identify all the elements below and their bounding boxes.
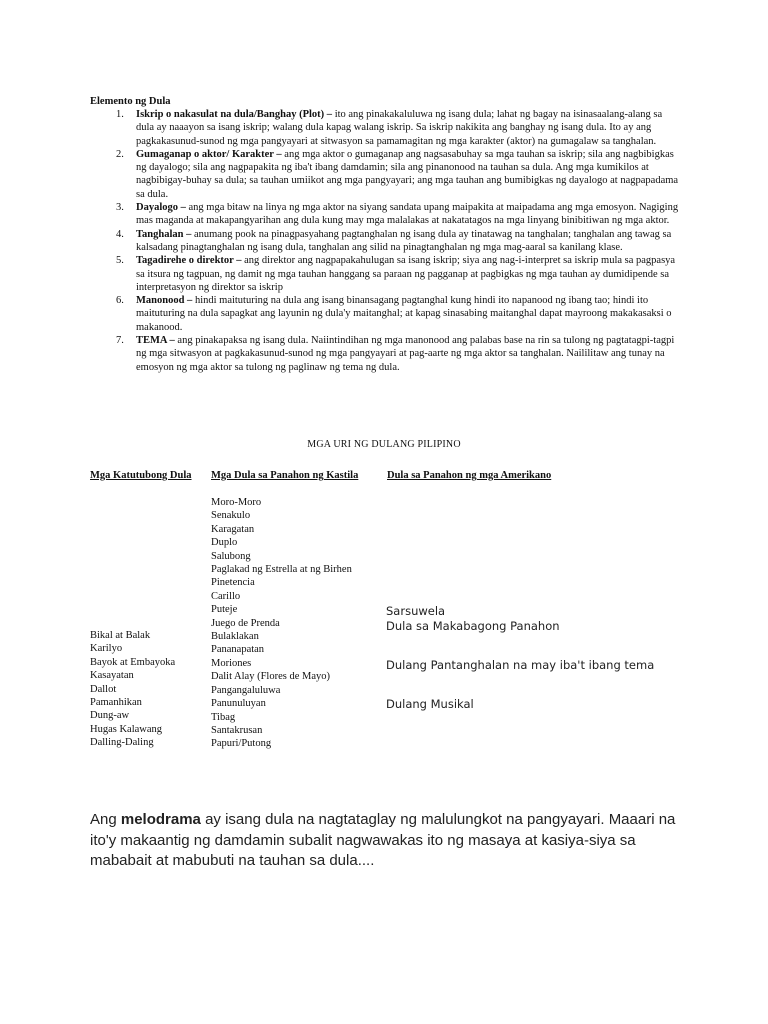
item-term: Tanghalan – <box>136 228 192 240</box>
list-item: Karagatan <box>211 523 255 535</box>
list-item: Pangangaluluwa <box>211 684 281 696</box>
item-text: ito ang pinakakaluluwa ng isang dula; lahat ng bagay na isinasaalang-alang sa dula ay naaayon sa isang iskrip; walang dula kapag walang iskrip. Sa iskrip nakikita ang banghay ng isang dula. Ito ay ang pagkakasunud-sunod ng mga pangyayari at sitwasyon sa pamamagitan ng mga karakter (aktor) na gumagalaw sa tanghalan. <box>136 109 663 147</box>
item-number: 3. <box>116 202 124 214</box>
item-term: Dayalogo – <box>136 202 186 214</box>
list-item: Carillo <box>211 590 241 602</box>
list-item: Salubong <box>211 550 251 562</box>
types-section-title: MGA URI NG DULANG PILIPINO <box>307 439 461 450</box>
item-text: hindi maituturing na dula ang isang binansagang pagtanghal kung hindi ito napanood ng ibang tao; hindi ito maituturing na dula sapagkat ang layunin ng dula'y maitanghal; at kapag sinasabing maitanghal dapat mayroong makakasaksi o makanood. <box>136 295 672 333</box>
list-item: Senakulo <box>211 510 251 522</box>
column-header-panahon-kastila: Mga Dula sa Panahon ng Kastila <box>211 470 359 481</box>
list-item: Pinetencia <box>211 577 255 589</box>
element-item <box>110 334 680 374</box>
list-item: Bikal at Balak <box>90 630 151 641</box>
list-item: Bulaklakan <box>211 631 259 643</box>
list-item: Dulang Musikal <box>386 697 474 711</box>
list-item: Moro-Moro <box>211 497 262 508</box>
list-item: Hugas Kalawang <box>90 723 163 735</box>
item-term: Gumaganap o aktor/ Karakter – <box>136 148 282 160</box>
item-term: Manonood – <box>136 295 193 307</box>
element-item <box>110 254 680 294</box>
panahon-kastila-list <box>211 496 352 751</box>
list-item: Dula sa Makabagong Panahon <box>386 619 560 633</box>
list-item: Pamanhikan <box>90 697 142 709</box>
list-item: Juego de Prenda <box>211 617 280 629</box>
elements-list <box>110 108 680 374</box>
element-item <box>110 108 680 148</box>
item-text: ang direktor ang nagpapakahulugan sa isang iskrip; siya ang nag-i-interpret sa iskrip mula sa pagpasya sa itsura ng tagpuan, ng damit ng mga tauhan hanggang sa paraan ng pagganap at pagbigkas ng mga tauhan ay dumidipende sa interpretasyon ng direktor sa iskrip <box>136 255 676 293</box>
item-text: anumang pook na pinagpasyahang pagtanghalan ng isang dula ay tinatawag na tanghalan; tanghalan ang tawag sa kalsadang pinagtanghalan ng isang dula, tanghalan ang silid na pinagtanghalan ng mga mag-aaral sa kanilang klase. <box>136 228 672 253</box>
item-text: ang mga aktor o gumaganap ang nagsasabuhay sa mga tauhan sa iskrip; sila ang nagbibigkas ng dayalogo; sila ang nagpapakita ng iba't ibang damdamin; sila ang pinanonood na tauhan sa dula. Ang mga kumikilos at nagbibigay-buhay sa dula; sa tauhan umiikot ang mga pangyayari; ang mga tauhan ang bumibigkas ng dayalogo at nagpapadama sa dula. <box>136 148 679 200</box>
column-header-panahon-amerikano: Dula sa Panahon ng mga Amerikano <box>387 470 552 481</box>
melodrama-text: ay isang dula na nagtataglay ng malulungkot na pangyayari. Maaari na ito'y makaantig ng damdamin subalit nagwawakas ito ng masaya at kasiya-siya sa mababait at mabubuti na tauhan sa dula.... <box>90 811 676 869</box>
list-item: Bayok at Embayoka <box>90 656 176 668</box>
list-item: Pananapatan <box>211 644 265 656</box>
item-number: 4. <box>116 228 124 240</box>
item-term: TEMA – <box>136 335 175 347</box>
column-header-katutubong-dula: Mga Katutubong Dula <box>90 470 192 481</box>
item-term: Tagadirehe o direktor – <box>136 255 242 267</box>
list-item: Sarsuwela <box>386 604 446 618</box>
element-item <box>110 294 680 334</box>
item-number: 7. <box>116 335 124 347</box>
item-term: Iskrip o nakasulat na dula/Banghay (Plot) – <box>136 109 333 120</box>
melodrama-prefix: Ang <box>90 811 121 828</box>
list-item: Duplo <box>211 537 238 549</box>
list-item: Karilyo <box>90 643 123 655</box>
katutubong-dula-list <box>90 629 175 750</box>
list-item: Paglakad ng Estrella at ng Birhen <box>211 564 352 576</box>
list-item: Papuri/Putong <box>211 738 272 750</box>
melodrama-paragraph <box>90 810 690 872</box>
list-item: Kasayatan <box>90 670 134 682</box>
element-item <box>110 228 680 255</box>
item-text: ang pinakapaksa ng isang dula. Naiintindihan ng mga manonood ang palabas base na rin sa tulong ng pagtatagpi-tagpi ng mga sitwasyon at pagkakasunud-sunod ng mga pangyayari at pag-aarte ng mga aktor sa tanghalan. Naililitaw ang tunay na emosyon ng mga aktor sa tulong ng paglinaw ng tema ng dula. <box>136 335 675 373</box>
list-item: Moriones <box>211 657 252 669</box>
panahon-amerikano-list <box>386 604 654 712</box>
element-item <box>110 201 680 228</box>
list-item: Panunuluyan <box>211 698 266 710</box>
elements-title: Elemento ng Dula <box>90 96 171 107</box>
item-number: 1. <box>116 109 124 120</box>
item-number: 6. <box>116 295 124 307</box>
item-number: 2. <box>116 148 124 160</box>
list-item: Dulang Pantanghalan na may iba't ibang tema <box>386 658 655 672</box>
list-item: Dallot <box>90 683 117 695</box>
element-item <box>110 148 680 201</box>
list-item: Dalit Alay (Flores de Mayo) <box>211 671 330 683</box>
item-text: ang mga bitaw na linya ng mga aktor na siyang sandata upang maipakita at maipadama ang mga emosyon. Nagiging mas maganda at makapangyarihan ang dula kung may mga malalakas at nakatatagos na mga linyang binibitiwan ng mga aktor. <box>136 202 679 227</box>
list-item: Santakrusan <box>211 724 263 736</box>
list-item: Dung-aw <box>90 710 130 722</box>
list-item: Tibag <box>211 711 236 723</box>
list-item: Dalling-Daling <box>90 737 154 749</box>
item-number: 5. <box>116 255 124 267</box>
list-item: Puteje <box>211 604 238 616</box>
melodrama-term: melodrama <box>120 811 201 828</box>
